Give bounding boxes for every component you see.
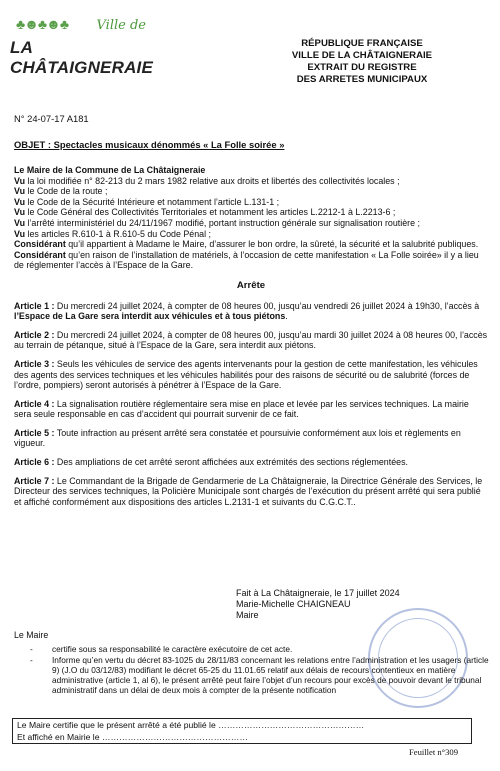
- visa-line: [14, 239, 488, 250]
- visa-lead: Vu: [14, 217, 26, 228]
- visa-text: qu’il appartient à Madame le Maire, d’assurer le bon ordre, la sûreté, la sécurité et la salubrité publiques.: [65, 239, 479, 250]
- article-text: Le Commandant de la Brigade de Gendarmerie de La Châtaigneraie, la Directrice Générale des Services, le Directeur des services techniques, la Policière Municipale sont chargés de l’exécution du présent arrêté qui sera publié et affiché conformément aux dispositions des articles L.2131-1 et suivants du C.G.C.T..: [14, 475, 483, 507]
- visa-text: le Code Général des Collectivités Territoriales et notamment les articles L.2212-1 à L.2213-6 ;: [25, 207, 396, 218]
- article-label: Article 6 :: [14, 457, 55, 468]
- visa-lead: Vu: [14, 175, 26, 186]
- visa-line: [14, 207, 488, 218]
- visa-text: l’arrêté interministériel du 24/11/1967 modifié, portant instruction générale sur signalisation routière ;: [25, 217, 420, 228]
- publication-line: Et affiché en Mairie le ……………………………………………: [17, 731, 248, 742]
- visas-list: [14, 176, 488, 271]
- article-label: Article 4 :: [14, 398, 55, 409]
- article: [14, 399, 488, 420]
- header-line: DES ARRETES MUNICIPAUX: [296, 74, 428, 85]
- maire-title: Le Maire de la Commune de La Châtaigneraie: [14, 165, 206, 175]
- visa-lead: Considérant: [14, 249, 66, 260]
- visa-text: le Code de la Sécurité Intérieure et notamment l’article L.131-1 ;: [25, 196, 280, 207]
- le-maire-label: Le Maire: [14, 630, 49, 640]
- article-label: Article 7 :: [14, 475, 55, 486]
- article-text: Du mercredi 24 juillet 2024, à compter de 08 heures 00, jusqu’au vendredi 26 juillet 2024 à 19h30, l’accès à: [54, 300, 480, 311]
- article-tail: .: [285, 311, 288, 322]
- publication-box: [12, 718, 472, 744]
- visa-line: [14, 176, 488, 187]
- list-item: [30, 644, 492, 654]
- article: [14, 359, 488, 391]
- article-text: Des ampliations de cet arrêté seront affichées aux extrémités des sections réglementées.: [54, 457, 408, 468]
- logo-name: LA CHÂTAIGNERAIE: [10, 38, 154, 77]
- visa-text: qu’en raison de l’installation de matériels, à l’occasion de cette manifestation « La Folle soirée» il y a lieu de réglementer l’accès à l’Espace de la Gare.: [14, 249, 479, 271]
- article: [14, 428, 488, 449]
- article: [14, 301, 488, 322]
- visa-line: [14, 250, 488, 271]
- arrete-title: Arrête: [236, 279, 266, 291]
- document-body: [14, 165, 488, 515]
- dash-icon: -: [30, 644, 33, 654]
- signature-block: [236, 588, 400, 620]
- article-label: Article 3 :: [14, 358, 55, 369]
- list-item: [30, 655, 492, 695]
- visa-text: les articles R.610-1 à R.610-5 du Code Pénal ;: [25, 228, 212, 239]
- visa-line: [14, 186, 488, 197]
- article: [14, 476, 488, 508]
- signature-name: Marie-Michelle CHAIGNEAU: [236, 598, 351, 609]
- article-emphasis: l’Espace de La Gare sera interdit aux véhicules et à tous piétons: [14, 311, 286, 322]
- publication-line: Le Maire certifie que le présent arrêté a été publié le ……………………………………………: [17, 720, 365, 730]
- visa-text: le Code de la route ;: [25, 186, 108, 197]
- city-logo: [10, 16, 154, 77]
- feuillet-number: Feuillet n°309: [408, 747, 458, 757]
- dash-icon: -: [30, 655, 33, 665]
- article-text: Seuls les véhicules de service des agents intervenants pour la gestion de cette manifestation, les véhicules des agents des services techniques et les véhicules habilités pour des raisons de sécurité ou de salubrité (forces de l’ordre, pompiers) seront autorisés à pénétrer à l’Espace de la Gare.: [14, 358, 478, 391]
- certification-text: Informe qu’en vertu du décret 83-1025 du 28/11/83 concernant les relations entre l’administration et les usagers (article 9) (J.O du 03/12/83) modifiant le décret 65-25 du 11.01.65 relatif aux délais de recours contentieux en matière administrative (article 1, al 6), le présent arrêté peut faire l’objet d’un recours pour excès de pouvoir devant le tribunal administratif dans un délai de deux mois à compter de la présente notification: [52, 655, 489, 695]
- certification-text: certifie sous sa responsabilité le caractère exécutoire de cet acte.: [52, 644, 293, 654]
- article: [14, 330, 488, 351]
- articles-list: [14, 301, 488, 508]
- visa-lead: Vu: [14, 228, 26, 239]
- objet-line: OBJET : Spectacles musicaux dénommés « La Folle soirée »: [14, 139, 285, 150]
- visa-text: la loi modifiée n° 82-213 du 2 mars 1982 relative aux droits et libertés des collectivités locales ;: [25, 175, 400, 186]
- visa-lead: Vu: [14, 186, 26, 197]
- signature-role: Maire: [236, 609, 259, 620]
- visa-line: [14, 229, 488, 240]
- article-label: Article 2 :: [14, 329, 55, 340]
- article-label: Article 5 :: [14, 427, 55, 438]
- header-line: EXTRAIT DU REGISTRE: [307, 62, 417, 73]
- visa-line: [14, 218, 488, 229]
- visa-lead: Considérant: [14, 239, 66, 250]
- document-header: [242, 38, 482, 86]
- visa-lead: Vu: [14, 196, 26, 207]
- article: [14, 457, 488, 468]
- header-line: VILLE DE LA CHÂTAIGNERAIE: [291, 50, 433, 61]
- header-line: RÉPUBLIQUE FRANÇAISE: [301, 38, 423, 49]
- article-text: Du mercredi 24 juillet 2024, à compter de 08 heures 00, jusqu’au mardi 30 juillet 2024 à 08 heures 00, l’accès au terrain de pétanque, situé à l’Espace de la Gare, sera interdit aux piétons.: [14, 329, 488, 351]
- article-text: La signalisation routière réglementaire sera mise en place et levée par les services techniques. La mairie sera seule responsable en cas d’accident qui pourrait survenir de ce fait.: [14, 398, 469, 420]
- article-text: Toute infraction au présent arrêté sera constatée et poursuivie conformément aux lois et règlements en vigueur.: [14, 427, 461, 449]
- logo-script: Ville de: [96, 18, 146, 33]
- article-label: Article 1 :: [14, 300, 55, 311]
- visa-lead: Vu: [14, 207, 26, 218]
- reference-number: N° 24-07-17 A181: [14, 113, 89, 124]
- certification-list: [30, 644, 492, 696]
- signature-place-date: Fait à La Châtaigneraie, le 17 juillet 2024: [236, 588, 400, 598]
- logo-figures-icon: ♣☻♣☻♣: [16, 16, 69, 32]
- visa-line: [14, 197, 488, 208]
